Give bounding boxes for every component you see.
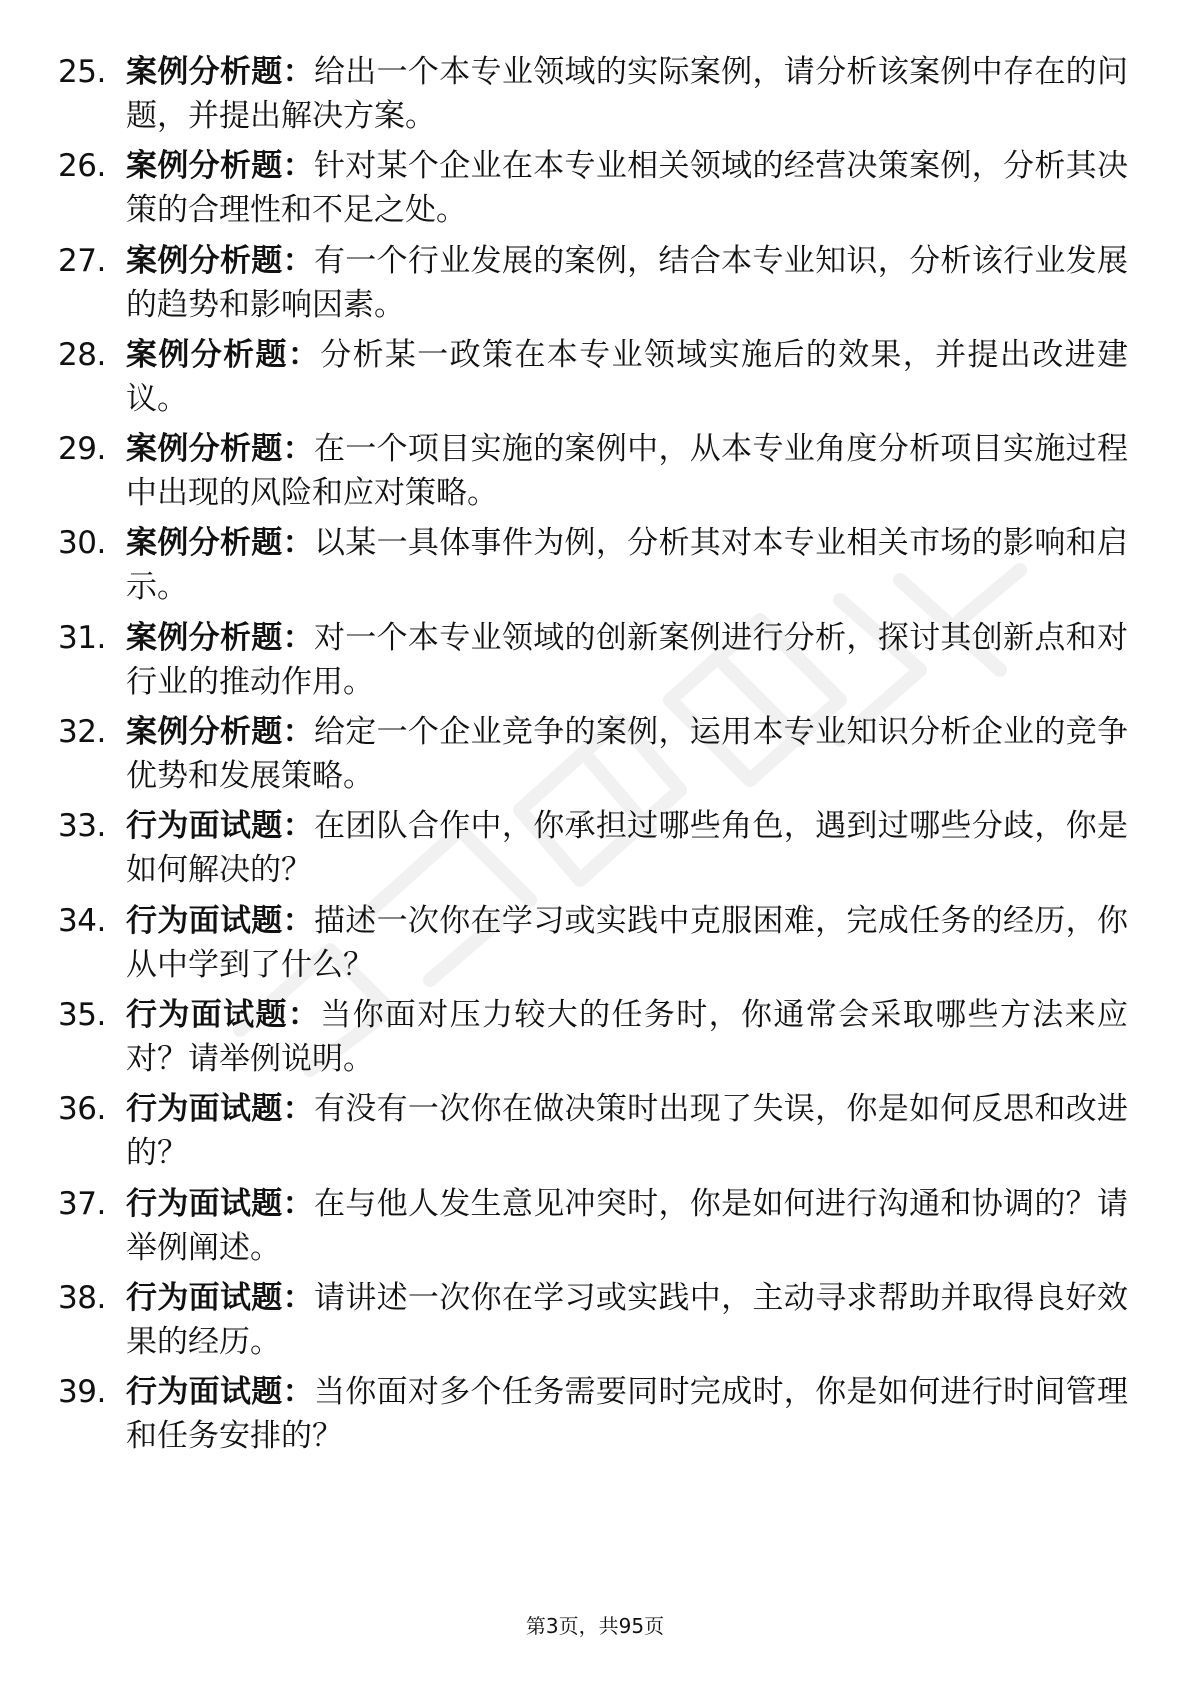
question-item	[58, 427, 1128, 521]
question-body	[126, 899, 1128, 987]
question-number: 30.	[58, 525, 106, 562]
question-number: 35.	[58, 996, 106, 1033]
question-number: 28.	[58, 336, 106, 373]
question-type: 案例分析题：	[126, 54, 314, 90]
question-item	[58, 804, 1128, 898]
question-text: 给定一个企业竞争的案例，运用本专业知识分析企业的竞争优势和发展策略。	[126, 714, 1128, 795]
question-item	[58, 144, 1128, 238]
question-number: 25.	[58, 54, 106, 90]
question-body	[126, 1370, 1128, 1458]
question-type: 行为面试题：	[126, 1091, 314, 1128]
question-type: 行为面试题：	[126, 1374, 314, 1411]
question-body	[126, 521, 1128, 609]
question-number: 39.	[58, 1374, 106, 1411]
question-text: 在与他人发生意见冲突时，你是如何进行沟通和协调的？请举例阐述。	[126, 1185, 1128, 1266]
question-number: 29.	[58, 431, 106, 468]
question-number: 27.	[58, 242, 106, 279]
question-text: 当你面对压力较大的任务时，你通常会采取哪些方法来应对？请举例说明。	[126, 996, 1129, 1077]
question-number: 26.	[58, 148, 106, 185]
question-number: 34.	[58, 902, 106, 939]
question-text: 在团队合作中，你承担过哪些角色，遇到过哪些分歧，你是如何解决的？	[126, 808, 1128, 889]
question-type: 案例分析题：	[126, 148, 314, 185]
question-type: 案例分析题：	[126, 714, 314, 751]
question-number: 38.	[58, 1279, 106, 1316]
question-type: 案例分析题：	[126, 619, 314, 656]
question-number: 32.	[58, 714, 106, 751]
question-body	[126, 804, 1128, 892]
question-text: 当你面对多个任务需要同时完成时，你是如何进行时间管理和任务安排的？	[126, 1374, 1128, 1455]
question-item	[58, 1276, 1128, 1370]
question-item	[58, 521, 1128, 615]
question-body	[126, 1276, 1128, 1364]
question-type: 行为面试题：	[126, 996, 321, 1033]
question-text: 对一个本专业领域的创新案例进行分析，探讨其创新点和对行业的推动作用。	[126, 619, 1128, 700]
question-body	[126, 1087, 1128, 1175]
question-text: 针对某个企业在本专业相关领域的经营决策案例，分析其决策的合理性和不足之处。	[126, 148, 1128, 229]
question-item	[58, 1370, 1128, 1464]
question-body	[126, 144, 1128, 232]
question-type: 行为面试题：	[126, 1185, 314, 1222]
question-body	[126, 710, 1128, 798]
question-body	[126, 616, 1128, 704]
question-body	[126, 1182, 1128, 1270]
question-item	[58, 616, 1128, 710]
question-item	[58, 993, 1128, 1087]
question-item	[58, 50, 1128, 144]
question-text: 给出一个本专业领域的实际案例，请分析该案例中存在的问题，并提出解决方案。	[126, 54, 1128, 134]
question-item	[58, 1087, 1128, 1181]
question-text: 分析某一政策在本专业领域实施后的效果，并提出改进建议。	[126, 336, 1129, 417]
question-text: 在一个项目实施的案例中，从本专业角度分析项目实施过程中出现的风险和应对策略。	[126, 431, 1128, 512]
question-body	[126, 239, 1128, 327]
question-item	[58, 1182, 1128, 1276]
question-type: 案例分析题：	[126, 431, 314, 468]
question-text: 请讲述一次你在学习或实践中，主动寻求帮助并取得良好效果的经历。	[126, 1279, 1128, 1360]
question-body	[126, 50, 1128, 138]
question-body	[126, 333, 1128, 421]
question-number: 33.	[58, 808, 106, 845]
question-type: 行为面试题：	[126, 808, 314, 845]
question-type: 行为面试题：	[126, 902, 314, 939]
question-type: 案例分析题：	[126, 336, 321, 373]
question-number: 37.	[58, 1185, 106, 1222]
question-item	[58, 239, 1128, 333]
question-text: 有一个行业发展的案例，结合本专业知识，分析该行业发展的趋势和影响因素。	[126, 242, 1128, 323]
question-type: 行为面试题：	[126, 1279, 314, 1316]
question-body	[126, 427, 1128, 515]
question-item	[58, 899, 1128, 993]
question-type: 案例分析题：	[126, 525, 314, 562]
question-item	[58, 710, 1128, 804]
question-text: 描述一次你在学习或实践中克服困难，完成任务的经历，你从中学到了什么？	[126, 902, 1128, 983]
question-type: 案例分析题：	[126, 242, 314, 279]
question-list	[58, 50, 1128, 1464]
page-number-footer: 第3页，共95页	[525, 1614, 665, 1638]
question-item	[58, 333, 1128, 427]
question-body	[126, 993, 1128, 1081]
question-text: 以某一具体事件为例，分析其对本专业相关市场的影响和启示。	[126, 525, 1128, 606]
question-number: 31.	[58, 619, 106, 656]
question-number: 36.	[58, 1091, 106, 1128]
question-text: 有没有一次你在做决策时出现了失误，你是如何反思和改进的？	[126, 1091, 1128, 1172]
